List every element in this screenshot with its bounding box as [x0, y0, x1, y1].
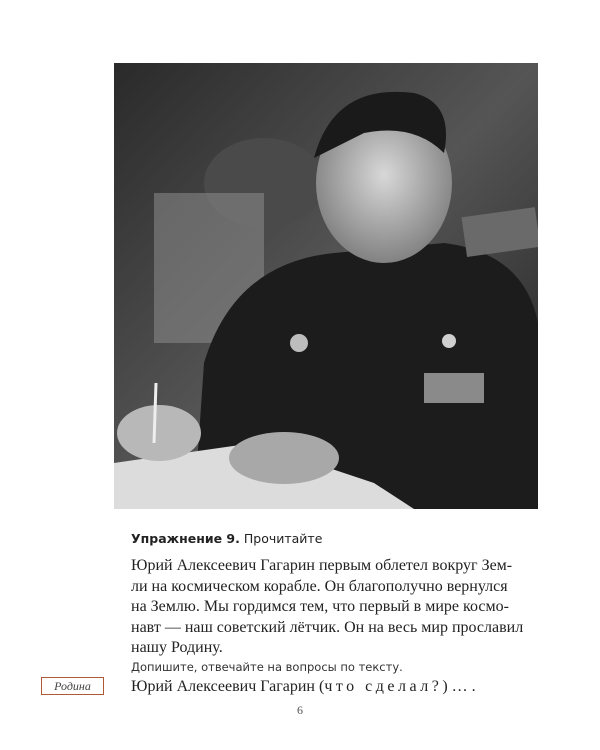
exercise-heading	[131, 531, 322, 546]
reading-paragraph	[131, 556, 541, 659]
answer-end: ) … .	[442, 678, 476, 695]
text-line: нашу Родину.	[131, 639, 223, 656]
answer-start: Юрий Алексеевич Гагарин (	[131, 678, 325, 695]
exercise-label: Упражнение 9.	[131, 531, 240, 546]
exercise-instruction: Прочитайте	[239, 531, 323, 546]
answer-question: что сделал?	[324, 678, 443, 695]
text-line: ли на космическом корабле. Он благополучно вернулся	[131, 577, 508, 595]
page-number: 6	[297, 703, 303, 717]
vocab-word-box: Родина	[41, 677, 104, 695]
photo-illustration	[114, 63, 538, 509]
answer-line	[131, 678, 476, 696]
text-line: Юрий Алексеевич Гагарин первым облетел вокруг Зем-	[131, 557, 513, 574]
task-instruction: Допишите, отвечайте на вопросы по тексту.	[131, 660, 403, 674]
text-line: на Землю. Мы гордимся тем, что первый в мире космо-	[131, 598, 509, 615]
portrait-photo	[114, 63, 538, 509]
text-line: навт — наш советский лётчик. Он на весь мир прославил	[131, 618, 524, 636]
